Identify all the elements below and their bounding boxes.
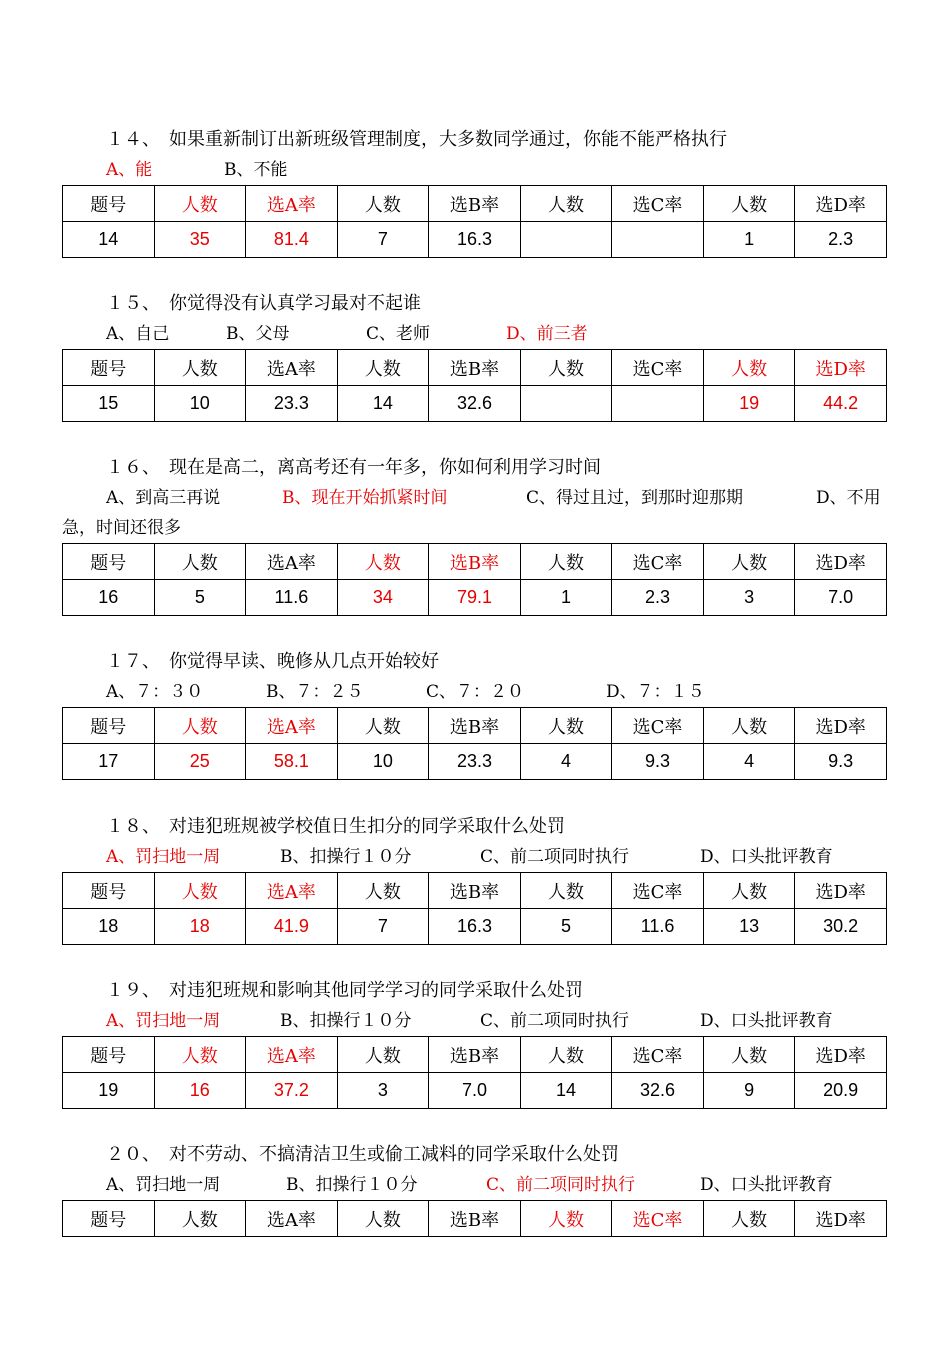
option-d: D、口头批评教育: [700, 847, 833, 867]
header-cell: 人数: [154, 708, 246, 744]
question-17: [62, 647, 888, 780]
data-cell: 2.3: [795, 222, 887, 258]
data-cell: 3: [337, 1073, 429, 1109]
data-row: [63, 580, 887, 616]
header-cell: 人数: [337, 1037, 429, 1073]
data-cell: 9.3: [795, 744, 887, 780]
data-cell: 58.1: [246, 744, 338, 780]
header-cell: 题号: [63, 1201, 155, 1237]
result-table: [62, 1200, 887, 1237]
data-cell: 79.1: [429, 580, 521, 616]
header-cell: 人数: [520, 873, 612, 909]
header-cell: 选C率: [612, 1201, 704, 1237]
data-cell: 3: [703, 580, 795, 616]
option-list: [62, 319, 888, 349]
option-d: D、前三者: [506, 324, 588, 344]
option-c: C、前二项同时执行: [480, 1011, 630, 1031]
header-cell: 选B率: [429, 1201, 521, 1237]
header-cell: 人数: [703, 350, 795, 386]
data-cell: 5: [520, 909, 612, 945]
header-row: [63, 1037, 887, 1073]
option-c: C、前二项同时执行: [480, 847, 630, 867]
header-cell: 选A率: [246, 350, 338, 386]
option-c: C、７：２０: [426, 682, 525, 702]
data-cell: 23.3: [246, 386, 338, 422]
data-cell: 34: [337, 580, 429, 616]
header-cell: 人数: [703, 186, 795, 222]
data-cell: 20.9: [795, 1073, 887, 1109]
header-cell: 选D率: [795, 544, 887, 580]
result-table: [62, 185, 887, 258]
header-cell: 选C率: [612, 186, 704, 222]
header-cell: 人数: [703, 1037, 795, 1073]
header-cell: 选A率: [246, 1037, 338, 1073]
header-cell: 人数: [154, 350, 246, 386]
data-cell: [520, 386, 612, 422]
header-cell: 人数: [703, 544, 795, 580]
data-row: [63, 222, 887, 258]
header-cell: 人数: [154, 1201, 246, 1237]
header-cell: 人数: [703, 1201, 795, 1237]
data-cell: 37.2: [246, 1073, 338, 1109]
option-b: B、不能: [224, 160, 288, 180]
header-cell: 选D率: [795, 873, 887, 909]
data-cell: 18: [154, 909, 246, 945]
header-cell: 选C率: [612, 708, 704, 744]
data-cell: 41.9: [246, 909, 338, 945]
question-title: １９、 对违犯班规和影响其他同学学习的同学采取什么处罚: [106, 980, 583, 1001]
header-cell: 选A率: [246, 1201, 338, 1237]
header-cell: 人数: [154, 1037, 246, 1073]
data-cell: 9.3: [612, 744, 704, 780]
header-cell: 人数: [703, 873, 795, 909]
data-cell: 16.3: [429, 222, 521, 258]
data-cell: 10: [337, 744, 429, 780]
data-cell: 32.6: [429, 386, 521, 422]
data-cell: 19: [63, 1073, 155, 1109]
header-cell: 人数: [337, 1201, 429, 1237]
data-cell: 7: [337, 909, 429, 945]
option-a: A、能: [106, 160, 153, 180]
data-cell: 16: [63, 580, 155, 616]
result-table: [62, 543, 887, 616]
data-cell: 14: [337, 386, 429, 422]
option-list: [62, 155, 888, 185]
option-b: B、扣操行１０分: [286, 1175, 418, 1195]
data-cell: [520, 222, 612, 258]
option-list: [62, 842, 888, 872]
data-cell: 81.4: [246, 222, 338, 258]
data-cell: 23.3: [429, 744, 521, 780]
data-row: [63, 1073, 887, 1109]
option-b: B、７：２５: [266, 682, 364, 702]
data-cell: 7: [337, 222, 429, 258]
header-cell: 人数: [703, 708, 795, 744]
data-cell: 17: [63, 744, 155, 780]
header-cell: 人数: [154, 873, 246, 909]
header-cell: 选B率: [429, 873, 521, 909]
header-row: [63, 1201, 887, 1237]
data-cell: 11.6: [612, 909, 704, 945]
header-cell: 题号: [63, 1037, 155, 1073]
header-cell: 人数: [337, 186, 429, 222]
option-b: B、父母: [226, 324, 290, 344]
question-title: １８、 对违犯班规被学校值日生扣分的同学采取什么处罚: [106, 816, 565, 837]
data-cell: 35: [154, 222, 246, 258]
header-cell: 选A率: [246, 544, 338, 580]
data-cell: 7.0: [429, 1073, 521, 1109]
header-cell: 选D率: [795, 1201, 887, 1237]
header-cell: 人数: [520, 350, 612, 386]
data-cell: 11.6: [246, 580, 338, 616]
data-cell: [612, 386, 704, 422]
data-cell: 7.0: [795, 580, 887, 616]
question-title: １７、 你觉得早读、晚修从几点开始较好: [106, 651, 439, 672]
header-cell: 选C率: [612, 350, 704, 386]
option-list: [62, 1170, 888, 1200]
data-cell: 1: [703, 222, 795, 258]
data-cell: 14: [520, 1073, 612, 1109]
option-a: A、罚扫地一周: [106, 847, 221, 867]
data-cell: 18: [63, 909, 155, 945]
option-b: B、扣操行１０分: [280, 847, 412, 867]
data-cell: 4: [520, 744, 612, 780]
data-row: [63, 744, 887, 780]
question-14: [62, 125, 888, 258]
question-15: [62, 289, 888, 422]
option-d: D、７：１５: [606, 682, 705, 702]
header-cell: 选D率: [795, 186, 887, 222]
option-a: A、自己: [106, 324, 170, 344]
header-cell: 选B率: [429, 544, 521, 580]
header-cell: 题号: [63, 544, 155, 580]
header-cell: 人数: [520, 544, 612, 580]
data-cell: 25: [154, 744, 246, 780]
data-cell: 9: [703, 1073, 795, 1109]
header-cell: 题号: [63, 708, 155, 744]
result-table: [62, 1036, 887, 1109]
header-cell: 人数: [337, 708, 429, 744]
header-cell: 题号: [63, 350, 155, 386]
header-cell: 题号: [63, 186, 155, 222]
header-cell: 人数: [154, 186, 246, 222]
header-cell: 人数: [520, 708, 612, 744]
header-cell: 选D率: [795, 350, 887, 386]
header-cell: 题号: [63, 873, 155, 909]
header-cell: 选A率: [246, 873, 338, 909]
data-cell: 13: [703, 909, 795, 945]
option-list: [62, 483, 888, 543]
header-row: [63, 873, 887, 909]
header-cell: 选A率: [246, 708, 338, 744]
option-c: C、老师: [366, 324, 431, 344]
data-cell: 19: [703, 386, 795, 422]
header-cell: 选B率: [429, 708, 521, 744]
data-cell: 2.3: [612, 580, 704, 616]
option-d: D、口头批评教育: [700, 1175, 833, 1195]
header-cell: 人数: [154, 544, 246, 580]
header-cell: 人数: [337, 873, 429, 909]
data-cell: 1: [520, 580, 612, 616]
result-table: [62, 707, 887, 780]
option-b: B、现在开始抓紧时间: [282, 488, 448, 508]
option-b: B、扣操行１０分: [280, 1011, 412, 1031]
option-a: A、罚扫地一周: [106, 1175, 221, 1195]
data-cell: 32.6: [612, 1073, 704, 1109]
data-cell: 44.2: [795, 386, 887, 422]
option-c: C、得过且过，到那时迎那期: [526, 488, 744, 508]
header-row: [63, 350, 887, 386]
question-18: [62, 812, 888, 945]
question-title: １６、 现在是高二，离高考还有一年多，你如何利用学习时间: [106, 457, 601, 478]
header-cell: 选B率: [429, 350, 521, 386]
data-cell: 4: [703, 744, 795, 780]
option-d: D、口头批评教育: [700, 1011, 833, 1031]
header-row: [63, 186, 887, 222]
data-row: [63, 386, 887, 422]
header-cell: 选A率: [246, 186, 338, 222]
option-c: C、前二项同时执行: [486, 1175, 636, 1195]
question-title: １５、 你觉得没有认真学习最对不起谁: [106, 293, 421, 314]
header-cell: 选C率: [612, 873, 704, 909]
result-table: [62, 872, 887, 945]
question-19: [62, 976, 888, 1109]
data-cell: 30.2: [795, 909, 887, 945]
header-cell: 选D率: [795, 708, 887, 744]
question-title: ２０、 对不劳动、不搞清洁卫生或偷工减料的同学采取什么处罚: [106, 1144, 619, 1165]
header-cell: 选C率: [612, 1037, 704, 1073]
data-cell: 5: [154, 580, 246, 616]
data-cell: [612, 222, 704, 258]
header-cell: 人数: [520, 1201, 612, 1237]
header-cell: 选D率: [795, 1037, 887, 1073]
option-list: [62, 1006, 888, 1036]
header-cell: 人数: [520, 1037, 612, 1073]
option-d: D、不用急，时间还很多: [62, 488, 881, 538]
header-row: [63, 544, 887, 580]
data-cell: 15: [63, 386, 155, 422]
option-a: A、罚扫地一周: [106, 1011, 221, 1031]
option-list: [62, 677, 888, 707]
data-cell: 16: [154, 1073, 246, 1109]
option-a: A、到高三再说: [106, 488, 221, 508]
header-cell: 人数: [337, 544, 429, 580]
result-table: [62, 349, 887, 422]
header-cell: 选B率: [429, 1037, 521, 1073]
option-a: A、７：３０: [106, 682, 204, 702]
header-row: [63, 708, 887, 744]
header-cell: 人数: [520, 186, 612, 222]
data-cell: 14: [63, 222, 155, 258]
data-row: [63, 909, 887, 945]
data-cell: 10: [154, 386, 246, 422]
question-20: [62, 1140, 888, 1237]
header-cell: 选B率: [429, 186, 521, 222]
question-16: [62, 453, 888, 616]
header-cell: 选C率: [612, 544, 704, 580]
data-cell: 16.3: [429, 909, 521, 945]
question-title: １４、 如果重新制订出新班级管理制度，大多数同学通过，你能不能严格执行: [106, 129, 727, 150]
header-cell: 人数: [337, 350, 429, 386]
